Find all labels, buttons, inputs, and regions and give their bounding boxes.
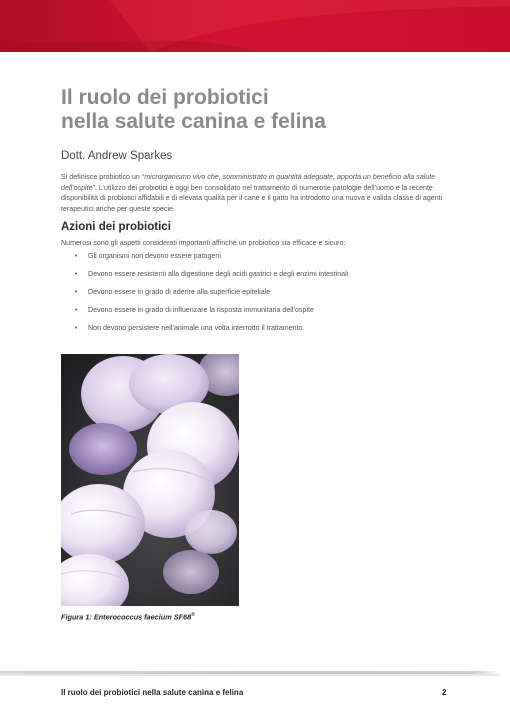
figure-caption-text: Figura 1: Enterococcus faecium SF68 [61,612,192,622]
header-band-graphic [0,0,510,52]
header-band [0,0,510,52]
list-item-text: Devono essere in grado di aderire alla superficie epiteliale [88,288,271,296]
page-number: 2 [442,688,447,697]
list-item [75,270,455,279]
list-item-text: Non devono persistere nell’animale una volta interrotto il trattamento. [88,324,305,332]
intro-paragraph [61,172,456,214]
figure-caption [61,612,195,621]
list-item [75,288,455,297]
bullet-icon: • [75,325,78,332]
list-item [75,306,455,315]
author: Dott. Andrew Sparkes [61,150,173,162]
section-title: Azioni dei probiotici [61,221,171,233]
page-title [61,86,481,134]
bullet-icon: • [75,289,78,296]
page-title-line-1: Il ruolo dei probiotici [61,86,269,109]
registered-mark: ® [191,612,195,618]
footer-rule-graphic [0,669,510,676]
footer-rule [0,666,510,676]
list-item-text: Devono essere resistenti alla digestione degli acidi gastrici e degli enzimi intestinali [88,270,349,278]
micrograph-image [61,354,239,606]
intro-definition: microrganismo vivo che, somministrato in quantità adeguate, apporta un beneficio alla salute dell’ospite [61,173,436,192]
list-item [75,252,455,261]
footer-title: Il ruolo dei probiotici nella salute canina e felina [61,688,244,697]
bullet-icon: • [75,271,78,278]
bullet-icon: • [75,307,78,314]
intro-text-start: Si definisce probiotico un “ [61,173,145,181]
figure-micrograph [61,354,239,606]
intro-text-end: ”. L’utilizzo dei probiotici è oggi ben consolidato nel trattamento di numerose patologie dell’uomo e la recente disponibilità di probiotici affidabili e di elevata qualità per il cane e il gatto ha introdotto una nuova e valida classe di agenti terapeutici anche per queste specie. [61,183,443,213]
section-intro: Numerosi sono gli aspetti considerati importanti affinché un probiotico sia efficace e sicuro: [61,239,346,247]
list-item-text: Devono essere in grado di influenzare la risposta immunitaria dell’ospite [88,306,314,314]
list-item [75,324,455,333]
list-item-text: Gli organismi non devono essere patogeni [88,252,221,260]
page-title-line-2: nella salute canina e felina [61,110,326,133]
bullet-list [75,252,455,342]
bullet-icon: • [75,253,78,260]
